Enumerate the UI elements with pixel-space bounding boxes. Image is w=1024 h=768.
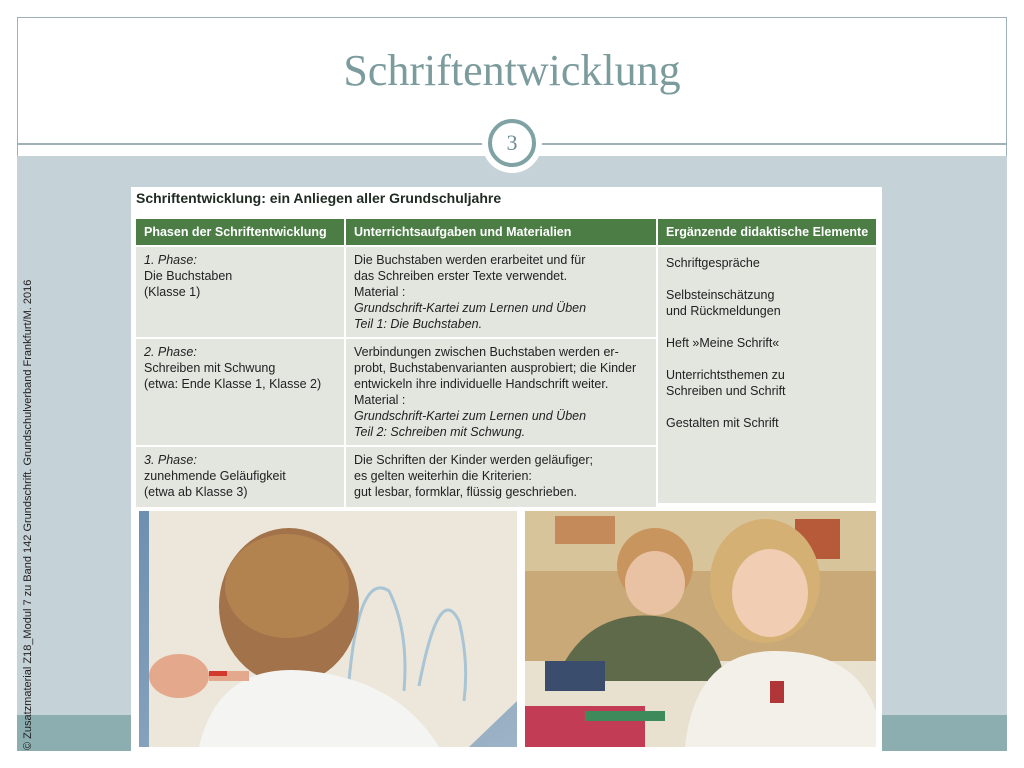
phase-line: (etwa ab Klasse 3) — [144, 485, 248, 499]
task-cell — [346, 247, 658, 337]
element-item — [666, 367, 870, 399]
table-header — [136, 219, 876, 245]
header-phases: Phasen der Schriftentwicklung — [136, 219, 346, 245]
slide-title: Schriftentwicklung — [343, 46, 681, 95]
phase-line: Schreiben mit Schwung — [144, 361, 276, 375]
phase-cell — [136, 247, 346, 337]
page-number: 3 — [488, 119, 536, 167]
element-line: Schreiben und Schrift — [666, 384, 786, 398]
phase-rows — [136, 247, 658, 507]
element-item — [666, 335, 870, 351]
task-cell — [346, 447, 658, 507]
photo-classroom-illustration — [525, 511, 876, 747]
phase-label: 1. Phase: — [144, 253, 197, 267]
task-line: entwickeln ihre individuelle Handschrift weiter. — [354, 377, 609, 391]
elements-cell — [658, 247, 876, 503]
phase-line: (Klasse 1) — [144, 285, 201, 299]
element-line: und Rückmeldungen — [666, 304, 781, 318]
element-item — [666, 287, 870, 319]
phase-line: zunehmende Geläufigkeit — [144, 469, 286, 483]
task-line: Die Schriften der Kinder werden geläufiger; — [354, 453, 594, 467]
header-elements: Ergänzende didaktische Elemente — [658, 219, 876, 245]
photo-boy-writing-illustration — [139, 511, 517, 747]
task-line: das Schreiben erster Texte verwendet. — [354, 269, 568, 283]
phase-cell — [136, 339, 346, 445]
table-body — [136, 247, 876, 507]
table-row — [136, 447, 658, 507]
phase-line: (etwa: Ende Klasse 1, Klasse 2) — [144, 377, 322, 391]
material-line: Teil 2: Schreiben mit Schwung. — [354, 425, 526, 439]
phase-cell — [136, 447, 346, 507]
panel-title: Schriftentwicklung: ein Anliegen aller Grundschuljahre — [136, 190, 502, 206]
photo-children-classroom — [525, 511, 876, 747]
task-line: Die Buchstaben werden erarbeitet und für — [354, 253, 586, 267]
element-item — [666, 255, 870, 271]
phase-label: 3. Phase: — [144, 453, 197, 467]
task-line: es gelten weiterhin die Kriterien: — [354, 469, 532, 483]
table-row — [136, 247, 658, 339]
element-item — [666, 415, 870, 431]
task-line: Verbindungen zwischen Buchstaben werden er- — [354, 345, 619, 359]
element-line: Unterrichtsthemen zu — [666, 368, 785, 382]
task-cell — [346, 339, 658, 445]
header-tasks: Unterrichtsaufgaben und Materialien — [346, 219, 658, 245]
task-line: gut lesbar, formklar, flüssig geschrieben. — [354, 485, 578, 499]
material-line: Grundschrift-Kartei zum Lernen und Üben — [354, 409, 587, 423]
photo-boy-writing — [139, 511, 517, 747]
phase-line: Die Buchstaben — [144, 269, 233, 283]
element-line: Schriftgespräche — [666, 256, 760, 270]
material-line: Grundschrift-Kartei zum Lernen und Üben — [354, 301, 587, 315]
phases-table — [136, 219, 876, 507]
phase-label: 2. Phase: — [144, 345, 197, 359]
task-line: Material : — [354, 285, 406, 299]
task-line: Material : — [354, 393, 406, 407]
element-line: Heft »Meine Schrift« — [666, 336, 780, 350]
table-row — [136, 339, 658, 447]
task-line: probt, Buchstabenvarianten ausprobiert; die Kinder — [354, 361, 637, 375]
element-line: Selbsteinschätzung — [666, 288, 775, 302]
material-line: Teil 1: Die Buchstaben. — [354, 317, 483, 331]
side-credit: © Zusatzmaterial Z18_Modul 7 zu Band 142 Grundschrift. Grundschulverband Frankfurt/M. 2016 — [22, 279, 34, 750]
element-line: Gestalten mit Schrift — [666, 416, 779, 430]
